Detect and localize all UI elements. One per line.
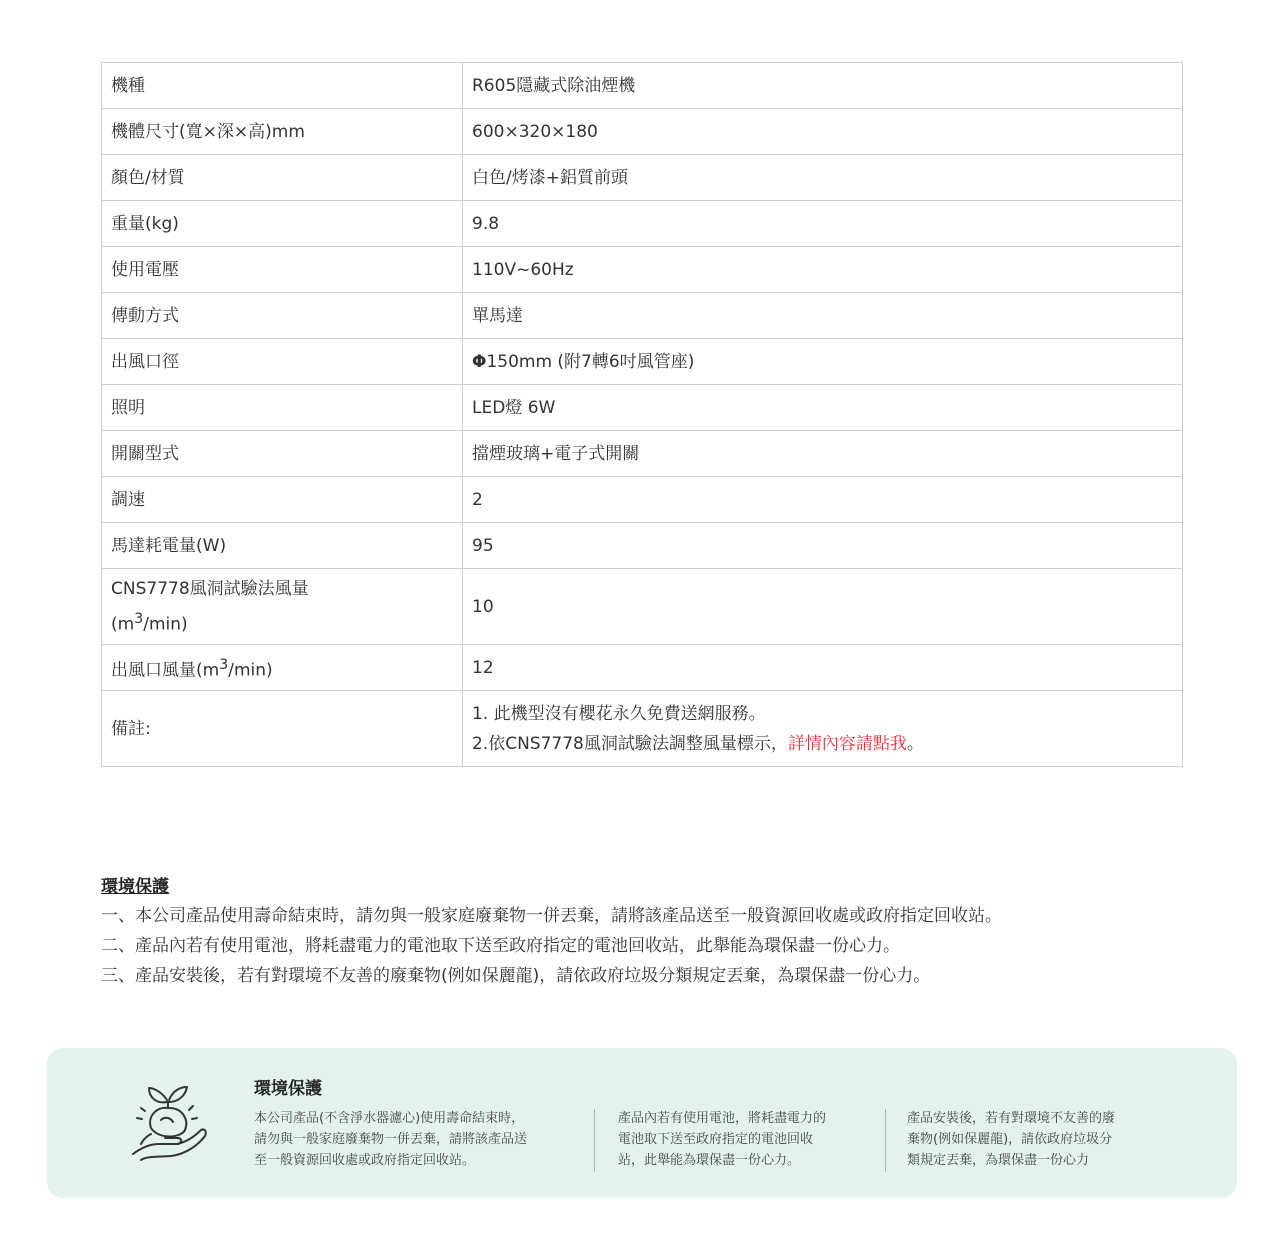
spec-label: [102, 645, 463, 691]
spec-label: 顏色/材質: [102, 155, 463, 201]
table-row: [102, 645, 1183, 691]
environment-line-3: 三、產品安裝後，若有對環境不友善的廢棄物(例如保麗龍)，請依政府垃圾分類規定丟棄，為環保盡一份心力。: [101, 966, 931, 986]
spec-label-line2-pre: (m: [111, 614, 135, 635]
banner-column-2: [618, 1108, 868, 1171]
table-row: [102, 477, 1183, 523]
spec-label-pre: 出風口風量(m: [111, 660, 220, 681]
spec-value: 600×320×180: [463, 109, 1183, 155]
table-row: [102, 339, 1183, 385]
banner-text-line: 產品安裝後，若有對環境不友善的廢: [907, 1111, 1116, 1126]
spec-value: [463, 691, 1183, 767]
spec-label: [102, 569, 463, 645]
table-row: [102, 691, 1183, 767]
superscript-3: 3: [219, 656, 229, 673]
spec-value: R605隱藏式除油煙機: [463, 63, 1183, 109]
banner-column-1: [254, 1108, 579, 1171]
banner-text-line: 類規定丟棄，為環保盡一份心力: [907, 1153, 1090, 1168]
banner-text-line: 棄物(例如保麗龍)，請依政府垃圾分: [907, 1132, 1113, 1147]
banner-text-line: 產品內若有使用電池，將耗盡電力的: [618, 1111, 827, 1126]
spec-label: 使用電壓: [102, 247, 463, 293]
eco-hand-plant-icon: [127, 1078, 209, 1164]
table-row: [102, 569, 1183, 645]
spec-label: 機體尺寸(寬×深×高)mm: [102, 109, 463, 155]
spec-label: 傳動方式: [102, 293, 463, 339]
banner-column-3: [907, 1108, 1167, 1171]
spec-value: 白色/烤漆+鋁質前頭: [463, 155, 1183, 201]
spec-label: 機種: [102, 63, 463, 109]
spec-label: 照明: [102, 385, 463, 431]
spec-label: 馬達耗電量(W): [102, 523, 463, 569]
spec-label-post: /min): [228, 660, 273, 681]
spec-value: 110V~60Hz: [463, 247, 1183, 293]
banner-text-line: 請勿與一般家庭廢棄物一併丟棄，請將該產品送: [254, 1132, 528, 1147]
spec-value: 9.8: [463, 201, 1183, 247]
spec-value: [463, 339, 1183, 385]
spec-value: 單馬達: [463, 293, 1183, 339]
table-row: [102, 247, 1183, 293]
phi-symbol: Φ: [472, 351, 487, 372]
spec-value: 10: [463, 569, 1183, 645]
banner-text-line: 至一般資源回收處或政府指定回收站。: [254, 1153, 476, 1168]
table-row: [102, 201, 1183, 247]
banner-text-line: 電池取下送至政府指定的電池回收: [618, 1132, 814, 1147]
banner-text-line: 本公司產品(不含淨水器濾心)使用壽命結束時，: [254, 1111, 525, 1126]
spec-value: 擋煙玻璃+電子式開關: [463, 431, 1183, 477]
spec-label: 出風口徑: [102, 339, 463, 385]
table-row: [102, 109, 1183, 155]
details-link[interactable]: 詳情內容請點我: [787, 733, 907, 754]
spec-label-line1: CNS7778風洞試驗法風量: [111, 578, 309, 599]
environment-section: [101, 873, 1201, 991]
spec-value: LED燈 6W: [463, 385, 1183, 431]
note-line-2: 2.依CNS7778風洞試驗法調整風量標示，: [472, 733, 788, 754]
table-row: [102, 155, 1183, 201]
note-line-2-end: 。: [906, 733, 924, 754]
environment-line-1: 一、本公司產品使用壽命結束時，請勿與一般家庭廢棄物一併丟棄，請將該產品送至一般資源回收處或政府指定回收站。: [101, 906, 1002, 926]
environment-banner: [47, 1048, 1237, 1198]
table-row: [102, 385, 1183, 431]
column-divider: [594, 1109, 595, 1172]
superscript-3: 3: [134, 610, 144, 627]
table-row: [102, 63, 1183, 109]
note-line-1: 1. 此機型沒有櫻花永久免費送網服務。: [472, 703, 766, 724]
environment-line-2: 二、產品內若有使用電池，將耗盡電力的電池取下送至政府指定的電池回收站，此舉能為環保盡一份心力。: [101, 936, 900, 956]
column-divider: [885, 1109, 886, 1172]
spec-table: [101, 62, 1183, 767]
spec-label-line2-post: /min): [143, 614, 188, 635]
spec-label: 備註:: [102, 691, 463, 767]
banner-title: 環境保護: [254, 1079, 322, 1099]
spec-value: 2: [463, 477, 1183, 523]
table-row: [102, 293, 1183, 339]
spec-value: 95: [463, 523, 1183, 569]
spec-label: 開關型式: [102, 431, 463, 477]
table-row: [102, 431, 1183, 477]
spec-label: 重量(kg): [102, 201, 463, 247]
environment-title: 環境保護: [101, 877, 169, 897]
spec-value: 12: [463, 645, 1183, 691]
banner-text-line: 站，此舉能為環保盡一份心力。: [618, 1153, 801, 1168]
table-row: [102, 523, 1183, 569]
spec-value-text: 150mm (附7轉6吋風管座): [486, 351, 695, 372]
spec-label: 調速: [102, 477, 463, 523]
